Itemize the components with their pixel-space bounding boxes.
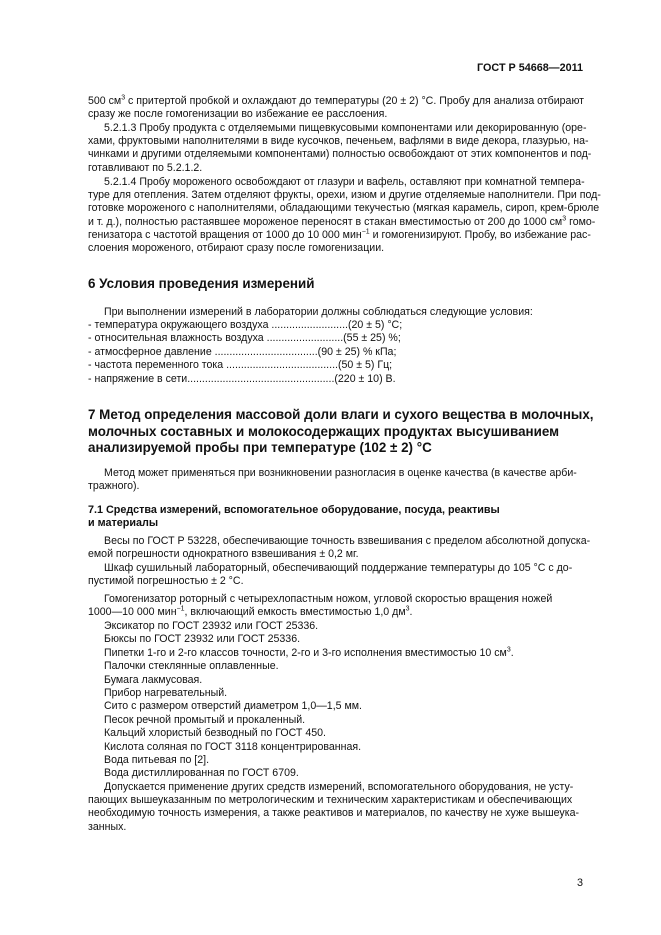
- item-pipettes: Пипетки 1-го и 2-го классов точности, 2-го и 3-го исполнения вместимостью 10 $см^3$.: [104, 646, 514, 659]
- item-sieve: Сито с размером отверстий диаметром 1,0—1,5 мм.: [104, 700, 362, 713]
- section-7-1-heading: 7.1 Средства измерений, вспомогательное оборудование, посуда, реактивы и материалы: [88, 504, 500, 530]
- equipment-list: [104, 620, 514, 781]
- item-hydrochloric-acid: Кислота соляная по ГОСТ 3118 концентрированная.: [104, 740, 362, 753]
- section-7-heading: 7 Метод определения массовой доли влаги и сухого вещества в молочных, молочных составных и молокосодержащих продуктах высушиванием анализируемой пробы при температуре (102 ± 2) °С: [88, 407, 594, 455]
- document-code-header: ГОСТ Р 54668—2011: [477, 62, 583, 74]
- paragraph-5-2-1-3: 5.2.1.3 Пробу продукта с отделяемыми пищевкусовыми компонентами или декорированную (оре- хами, фруктовыми наполнителями в виде кусочков, печеньем, вафлями в виде декора, глазурью, на- чинками и другими отделяемыми компонентами) полностью освобождают от этих компонентов и под- готавливают по 5.2.1.2.: [88, 122, 592, 174]
- item-homogenizer: Гомогенизатор роторный с четырехлопастным ножом, угловой скоростью вращения ножей 1000—10 000 мин$^{-1}$, включающий емкость вместимостью 1,0 $дм^3$.: [88, 593, 553, 619]
- item-weighing-bottles: Бюксы по ГОСТ 23932 или ГОСТ 25336.: [104, 633, 301, 646]
- item-glass-rods: Палочки стеклянные оплавленные.: [104, 660, 279, 673]
- closing-paragraph: Допускается применение других средств измерений, вспомогательного оборудования, не усту- пающих вышеуказанным по метрологическим и техническим характеристикам и обеспечивающих необходимую точность измерения, а также реактивов и материалов, по качеству не хуже вышеука- занных.: [88, 781, 579, 833]
- item-drinking-water: Вода питьевая по [2].: [104, 754, 210, 767]
- condition-humidity: - относительная влажность воздуха ..........................(55 ± 25) %;: [88, 332, 401, 345]
- item-heater: Прибор нагревательный.: [104, 687, 228, 700]
- item-calcium-chloride: Кальций хлористый безводный по ГОСТ 450.: [104, 727, 326, 740]
- page-number: 3: [576, 877, 583, 889]
- item-oven: Шкаф сушильный лабораторный, обеспечивающий поддержание температуры до 105 °С с до- пустимой погрешностью ± 2 °С.: [88, 562, 573, 588]
- item-desiccator: Эксикатор по ГОСТ 23932 или ГОСТ 25336.: [104, 620, 319, 632]
- paragraph-continuation: 500 $см^3$ с притертой пробкой и охлаждают до температуры (20 ± 2) °С. Пробу для анализа отбирают сразу же после гомогенизации во избежание ее расслоения.: [88, 94, 585, 121]
- item-sand: Песок речной промытый и прокаленный.: [104, 713, 306, 726]
- condition-temperature: - температура окружающего воздуха ..........................(20 ± 5) °С;: [88, 319, 403, 331]
- conditions-list: [88, 319, 402, 386]
- item-scales: Весы по ГОСТ Р 53228, обеспечивающие точность взвешивания с пределом абсолютной допуска- емой погрешности однократного взвешивания ± 0,2 мг.: [88, 535, 591, 561]
- section-6-heading: 6 Условия проведения измерений: [88, 276, 315, 291]
- section-6-intro: При выполнении измерений в лаборатории должны соблюдаться следующие условия:: [104, 306, 533, 318]
- paragraph-5-2-1-4: 5.2.1.4 Пробу мороженого освобождают от глазури и вафель, оставляют при комнатной темпера- туре для отепления. Затем отделяют фрукты, орехи, изюм и другие отделяемые наполнители. При под- готовке мороженого с наполнителями, обладающими текучестью (мягкая карамель, сироп, крем-брюле и т. д.), полностью растаявшее мороженое переносят в стакан вместимостью от 200 до 1000 $см^3$ гомо- генизатора с частотой вращения от 1000 до 10 000 мин$^{-1}$ и гомогенизируют. Пробу, во избежание рас- слоения мороженого, отбирают сразу после гомогенизации.: [88, 176, 601, 255]
- item-litmus-paper: Бумага лакмусовая.: [104, 673, 203, 686]
- condition-pressure: - атмосферное давление ...................................(90 ± 25) % кПа;: [88, 345, 397, 358]
- section-7-intro: Метод может применяться при возникновении разногласия в оценке качества (в качестве арби- тражного).: [88, 467, 577, 493]
- condition-voltage: - напряжение в сети..................................................(220 ± 10) В.: [88, 372, 396, 385]
- item-distilled-water: Вода дистиллированная по ГОСТ 6709.: [104, 767, 299, 780]
- condition-frequency: - частота переменного тока ......................................(50 ± 5) Гц;: [88, 359, 393, 372]
